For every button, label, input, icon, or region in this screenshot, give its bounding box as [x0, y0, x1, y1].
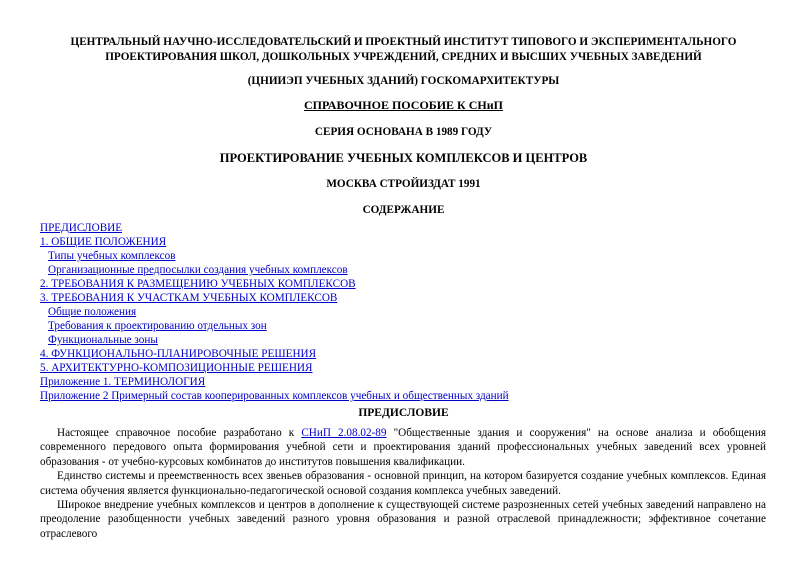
preface-paragraph-1 — [40, 426, 766, 469]
institute-name-line-2: ПРОЕКТИРОВАНИЯ ШКОЛ, ДОШКОЛЬНЫХ УЧРЕЖДЕНИЙ, СРЕДНИХ И ВЫСШИХ УЧЕБНЫХ ЗАВЕДЕНИЙ — [105, 51, 702, 63]
toc-link-preface[interactable]: ПРЕДИСЛОВИЕ — [40, 222, 123, 234]
institute-name-line-1: ЦЕНТРАЛЬНЫЙ НАУЧНО-ИССЛЕДОВАТЕЛЬСКИЙ И ПРОЕКТНЫЙ ИНСТИТУТ ТИПОВОГО И ЭКСПЕРИМЕНТАЛЬНОГО — [70, 36, 737, 48]
toc-link-complex-types[interactable]: Типы учебных комплексов — [48, 250, 176, 262]
toc-link-placement-requirements[interactable]: 2. ТРЕБОВАНИЯ К РАЗМЕЩЕНИЮ УЧЕБНЫХ КОМПЛЕКСОВ — [40, 278, 356, 290]
snip-link[interactable]: СНиП 2.08.02-89 — [301, 427, 387, 439]
preface-body — [40, 426, 766, 541]
toc-link-appendix-2[interactable]: Приложение 2 Примерный состав кооперированных комплексов учебных и общественных зданий — [40, 390, 509, 402]
toc-link-appendix-1[interactable]: Приложение 1. ТЕРМИНОЛОГИЯ — [40, 376, 206, 388]
toc-link-architectural-solutions[interactable]: 5. АРХИТЕКТУРНО-КОМПОЗИЦИОННЫЕ РЕШЕНИЯ — [40, 362, 313, 374]
institute-short-name: (ЦНИИЭП УЧЕБНЫХ ЗДАНИЙ) ГОСКОМАРХИТЕКТУРЫ — [247, 75, 560, 87]
preface-heading: ПРЕДИСЛОВИЕ — [358, 407, 449, 419]
toc-link-general-provisions[interactable]: 1. ОБЩИЕ ПОЛОЖЕНИЯ — [40, 236, 167, 248]
toc-link-planning-solutions[interactable]: 4. ФУНКЦИОНАЛЬНО-ПЛАНИРОВОЧНЫЕ РЕШЕНИЯ — [40, 348, 317, 360]
preface-p1-text: Настоящее справочное пособие разработано к — [57, 427, 302, 439]
toc-link-site-requirements[interactable]: 3. ТРЕБОВАНИЯ К УЧАСТКАМ УЧЕБНЫХ КОМПЛЕКСОВ — [40, 292, 338, 304]
document-type: СПРАВОЧНОЕ ПОСОБИЕ К СНиП — [303, 98, 503, 112]
toc-link-general[interactable]: Общие положения — [48, 306, 137, 318]
series-note: СЕРИЯ ОСНОВАНА В 1989 ГОДУ — [314, 126, 493, 138]
document-title: ПРОЕКТИРОВАНИЕ УЧЕБНЫХ КОМПЛЕКСОВ И ЦЕНТРОВ — [219, 151, 588, 165]
publisher-line: МОСКВА СТРОЙИЗДАТ 1991 — [326, 178, 481, 190]
toc-link-zone-design[interactable]: Требования к проектированию отдельных зон — [48, 320, 267, 332]
preface-paragraph-2: Единство системы и преемственность всех звеньев образования - основной принцип, на котором базируется создание учебных комплексов. Единая система обучения является функционально-педагогической основой создания комплекса учебных заведений. — [40, 470, 766, 497]
toc-link-organizational-prerequisites[interactable]: Организационные предпосылки создания учебных комплексов — [48, 264, 348, 276]
toc-link-functional-zones[interactable]: Функциональные зоны — [48, 334, 158, 346]
contents-heading: СОДЕРЖАНИЕ — [362, 204, 445, 216]
preface-p1-text-cont: "Общественные здания и сооружения" на основе анализа и обобщения современного передового опыта формирования учебной сети и проектирования зданий профессиональных учебных заведений всех уровней образования - от учебно-курсовых комбинатов до институтов повышения квалификации. — [40, 427, 766, 468]
table-of-contents — [40, 221, 509, 403]
preface-paragraph-3: Широкое внедрение учебных комплексов и центров в дополнение к существующей системе разрозненных сетей учебных заведений направлено на преодоление разобщенности учебных заведений разного уровня образования и разной отраслевой принадлежности; эффективное сочетание отраслевого — [40, 499, 766, 540]
